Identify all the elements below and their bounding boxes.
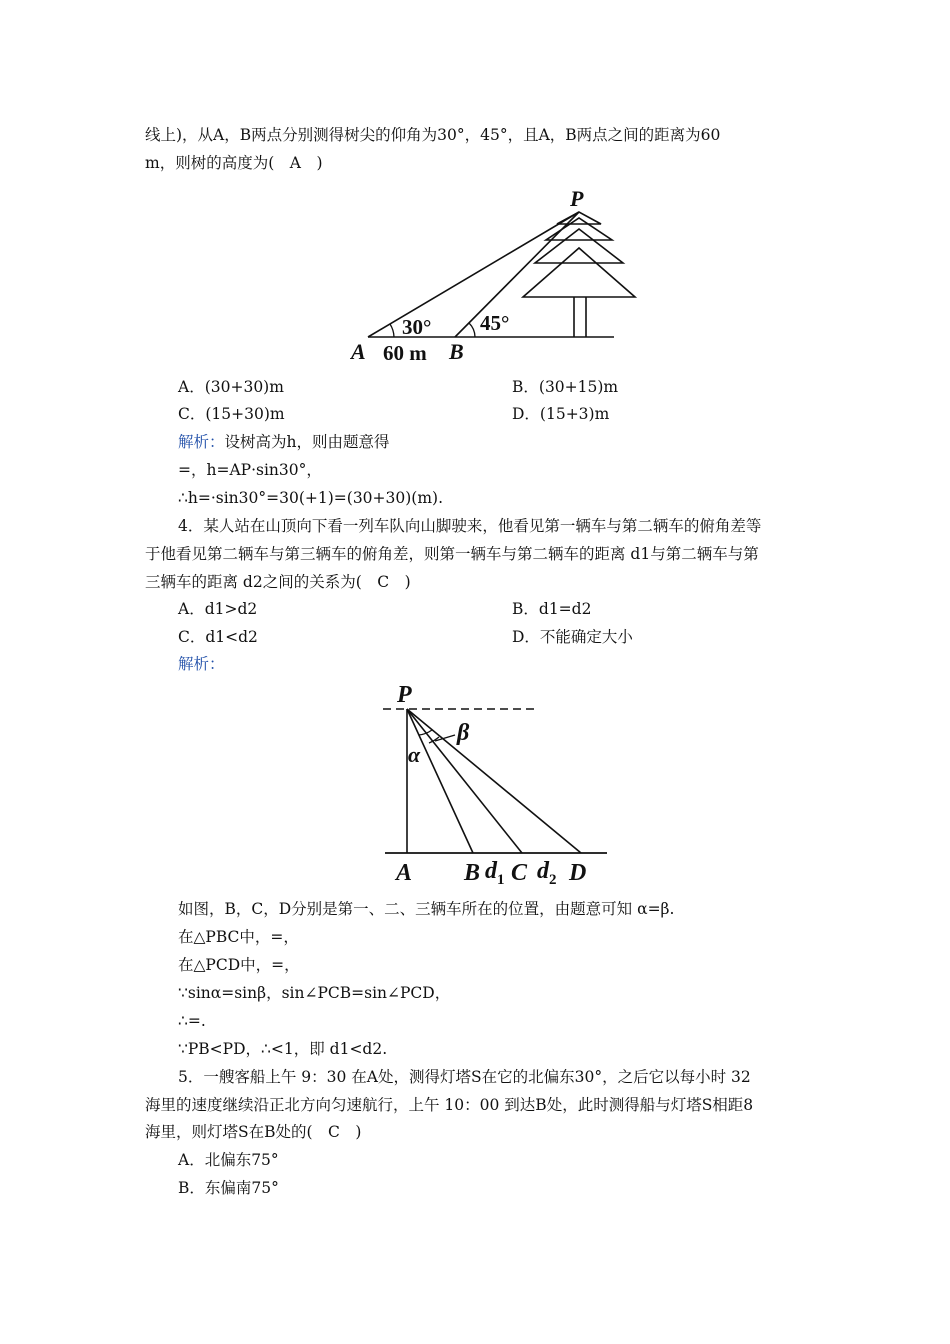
tree-layer-3 (535, 229, 623, 263)
q4-option-c: C．d1<d2 (178, 628, 258, 646)
q3-solution-line3: ∴h=·sin30°=30(+1)=(30+30)(m). (178, 489, 444, 507)
label-alpha: α (408, 742, 421, 767)
q3-option-c: C．(15+30)m (178, 405, 285, 423)
depression-angle-figure (375, 680, 615, 886)
q3-solution-text1: 设树高为h，则由题意得 (224, 433, 390, 451)
label-b: B (449, 339, 464, 364)
q4-explain-line6: ∵PB<PD，∴<1，即 d1<d2. (178, 1040, 388, 1058)
label-a: A (396, 860, 413, 886)
label-d2-subscript: 2 (549, 872, 557, 886)
q3-solution-line2: =，h=AP·sin30°， (178, 461, 322, 479)
q4-explain-line3: 在△PCD中，=， (178, 956, 300, 974)
segment-pd (407, 709, 581, 853)
q4-explain-line5: ∴=. (178, 1012, 206, 1030)
q4-explain-line4: ∵sinα=sinβ，sin∠PCB=sin∠PCD， (178, 984, 451, 1002)
q3-stem-line1: 线上)，从A，B两点分别测得树尖的仰角为30°，45°，且A，B两点之间的距离为60 (145, 126, 721, 144)
label-a: A (351, 339, 366, 364)
label-p: P (570, 186, 584, 211)
q3-solution-line1 (178, 432, 390, 452)
q5-stem-line3: 海里，则灯塔S在B处的( C ) (145, 1123, 362, 1141)
q4-stem-line1: 4．某人站在山顶向下看一列车队向山脚驶来，他看见第一辆车与第二辆车的俯角差等 (178, 517, 762, 535)
q3-option-d: D．(15+3)m (512, 405, 610, 423)
label-d1-subscript: 1 (497, 872, 505, 886)
tree-layer-4 (523, 248, 635, 297)
angle-arc-a (390, 324, 394, 337)
angle-arc-b (469, 323, 475, 337)
label-d1-letter: d (485, 858, 497, 884)
q4-stem-line2: 于他看见第二辆车与第三辆车的俯角差，则第一辆车与第二辆车的距离 d1与第二辆车与第 (145, 545, 759, 563)
q4-solution-label: 解析： (178, 655, 225, 673)
q5-option-b: B．东偏南75° (178, 1179, 279, 1197)
q5-stem-line1: 5．一艘客船上午 9：30 在A处，测得灯塔S在它的北偏东30°，之后它以每小时 32 (178, 1068, 751, 1086)
label-c: C (511, 860, 528, 886)
label-beta: β (457, 720, 470, 746)
q4-option-a: A．d1>d2 (178, 600, 258, 618)
label-b: B (464, 860, 481, 886)
label-p: P (397, 682, 412, 708)
q5-stem-line2: 海里的速度继续沿正北方向匀速航行，上午 10：00 到达B处，此时测得船与灯塔S相距8 (145, 1096, 754, 1114)
distance-label: 60 m (383, 341, 427, 365)
q4-explain-line1: 如图，B，C，D分别是第一、二、三辆车所在的位置，由题意可知 α=β. (178, 900, 675, 918)
q4-stem-line3: 三辆车的距离 d2之间的关系为( C ) (145, 573, 411, 591)
tree-elevation-figure (350, 182, 650, 370)
label-d2 (537, 858, 557, 886)
q3-stem-line2: m，则树的高度为( A ) (145, 154, 323, 172)
label-d2-letter: d (537, 858, 549, 884)
q5-option-a: A．北偏东75° (178, 1151, 279, 1169)
q4-explain-line2: 在△PBC中，=， (178, 928, 299, 946)
q3-option-a: A．(30+30)m (178, 378, 284, 396)
q4-option-d: D．不能确定大小 (512, 628, 633, 646)
q4-option-b: B．d1=d2 (512, 600, 592, 618)
angle-label-a: 30° (402, 315, 432, 339)
label-d: D (569, 860, 587, 886)
q3-solution-label: 解析： (178, 433, 225, 451)
label-d1 (485, 858, 505, 886)
angle-label-b: 45° (480, 311, 510, 335)
q3-option-b: B．(30+15)m (512, 378, 619, 396)
